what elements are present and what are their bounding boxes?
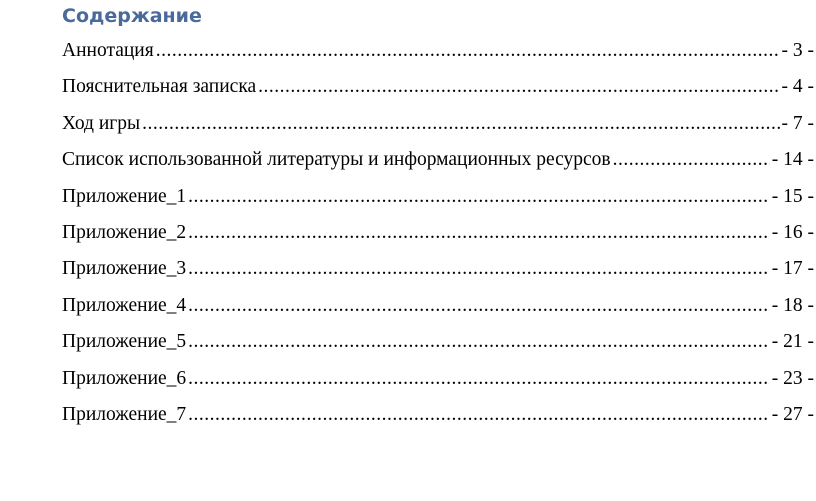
toc-entry-appendix-5[interactable] xyxy=(62,331,814,367)
toc-entry-label: Ход игры xyxy=(62,112,141,134)
toc-entry-page-number: - 18 - xyxy=(771,294,814,316)
toc-entry-label: Приложение_7 xyxy=(62,403,187,425)
toc-dot-leader xyxy=(188,258,770,280)
toc-dot-leader xyxy=(613,149,770,171)
toc-dot-leader xyxy=(188,404,770,426)
toc-entry-page-number: - 3 - xyxy=(781,40,814,61)
toc-entry-page-number: - 14 - xyxy=(771,149,814,171)
toc-dot-leader xyxy=(188,222,770,244)
toc-entry-appendix-7[interactable] xyxy=(62,404,814,440)
toc-entry-explanatory-note[interactable] xyxy=(62,76,814,112)
toc-entry-appendix-6[interactable] xyxy=(62,368,814,404)
toc-title: Содержание xyxy=(62,5,202,27)
toc-dot-leader xyxy=(188,295,770,317)
toc-entry-label: Пояснительная записка xyxy=(62,76,257,98)
toc-entry-annotation[interactable] xyxy=(62,40,814,76)
toc-entry-label: Приложение_4 xyxy=(62,294,187,316)
toc-entry-page-number: - 16 - xyxy=(771,221,814,243)
toc-entry-page-number: - 21 - xyxy=(771,331,814,353)
toc-list xyxy=(62,40,814,440)
toc-entry-game-course[interactable] xyxy=(62,113,814,149)
toc-entry-page-number: - 27 - xyxy=(771,403,814,425)
toc-entry-label: Приложение_3 xyxy=(62,258,187,280)
toc-entry-appendix-2[interactable] xyxy=(62,222,814,258)
toc-dot-leader xyxy=(258,76,779,98)
toc-entry-label: Приложение_1 xyxy=(62,185,187,207)
toc-entry-label: Список использованной литературы и информационных ресурсов xyxy=(62,149,611,171)
toc-entry-appendix-3[interactable] xyxy=(62,258,814,294)
toc-entry-page-number: - 7 - xyxy=(781,112,814,134)
toc-dot-leader xyxy=(156,40,780,62)
toc-entry-references[interactable] xyxy=(62,149,814,185)
toc-entry-appendix-1[interactable] xyxy=(62,186,814,222)
toc-entry-page-number: - 15 - xyxy=(771,185,814,207)
toc-dot-leader xyxy=(188,186,770,208)
toc-dot-leader xyxy=(188,368,770,390)
toc-entry-appendix-4[interactable] xyxy=(62,295,814,331)
toc-dot-leader xyxy=(188,331,770,353)
toc-entry-label: Приложение_5 xyxy=(62,331,187,353)
toc-dot-leader xyxy=(142,113,779,135)
toc-entry-page-number: - 4 - xyxy=(781,76,814,98)
toc-entry-label: Аннотация xyxy=(62,40,154,61)
toc-entry-label: Приложение_6 xyxy=(62,367,187,389)
table-of-contents xyxy=(62,0,814,440)
toc-entry-page-number: - 17 - xyxy=(771,258,814,280)
toc-entry-page-number: - 23 - xyxy=(771,367,814,389)
toc-entry-label: Приложение_2 xyxy=(62,221,187,243)
